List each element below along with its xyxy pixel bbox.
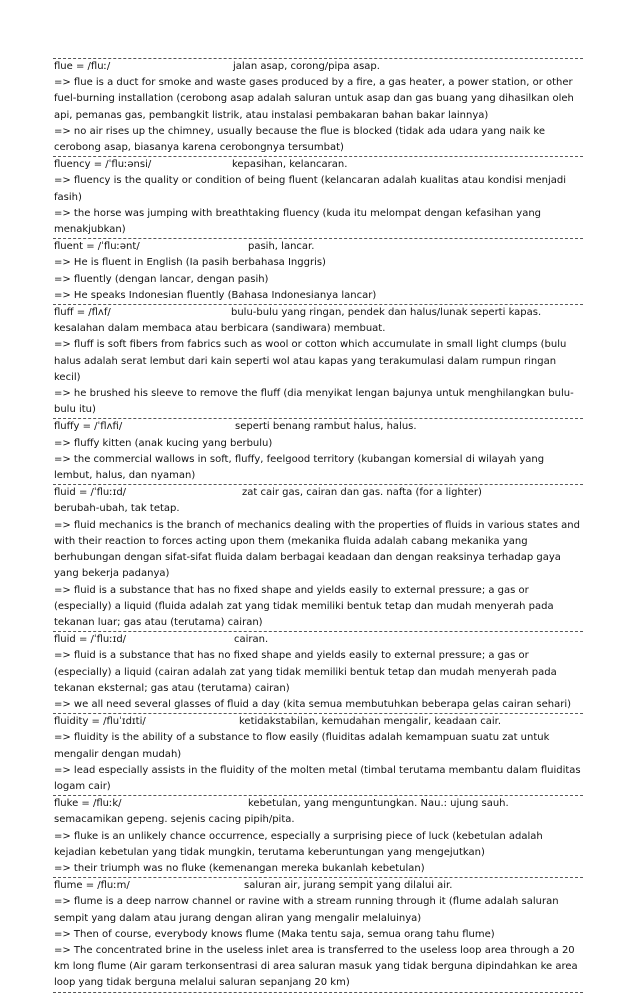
dictionary-entry (53, 795, 583, 877)
example-sentence: => Then of course, everybody knows flume (Maka tentu saja, semua orang tahu flume) (54, 928, 495, 940)
definition: ketidakstabilan, kemudahan mengalir, keadaan cair. (239, 716, 502, 728)
example-sentence: => fluke is an unlikely chance occurrence, especially a surprising piece of luck (kebetulan adalah kejadian kebetulan yang tidak mungkin, terutama keberuntungan yang mengejutkan) (54, 830, 543, 858)
example-sentence: => we all need several glasses of fluid a day (kita semua membutuhkan beberapa gelas cairan sehari) (54, 698, 572, 710)
example-sentence: => fluidity is the ability of a substance to flow easily (fluiditas adalah kemampuan suatu zat untuk mengalir dengan mudah) (54, 732, 550, 760)
example-sentence: => He is fluent in English (Ia pasih berbahasa Inggris) (54, 257, 326, 269)
entry-header (54, 714, 582, 730)
headword: fluid = /ˈfluːɪd/ (54, 487, 127, 499)
example-sentence: => fluid is a substance that has no fixed shape and yields easily to external pressure; a gas or (especially) a liquid (cairan adalah zat yang tidak memiliki bentuk tetap dan mudah menyerah pada tekanan eksternal; gas atau (terutama) cairan) (54, 650, 557, 694)
example-sentence: => their triumph was no fluke (kemenangan mereka bukanlah kebetulan) (54, 862, 425, 874)
example-sentence: => no air rises up the chimney, usually because the flue is blocked (tidak ada udara yang naik ke cerobong asap, biasanya karena cerobongnya tersumbat) (54, 125, 546, 154)
dictionary-entry (53, 238, 583, 304)
example-sentence: => The concentrated brine in the useless inlet area is transferred to the useless loop area through a 20 km long flume (Air garam terkonsentrasi di area saluran masuk yang tidak berguna dipindahkan ke area loop yang tidak berguna melalui saluran sepanjang 20 km) (54, 944, 578, 989)
example-sentence: => fluff is soft fibers from fabrics such as wool or cotton which accumulate in small light clumps (bulu halus adalah serat lembut dari kain seperti wol atau kapas yang terakumulasi dalam rumpun ringan kecil) (54, 339, 567, 383)
headword: fluidity = /fluˈɪdɪti/ (54, 716, 146, 728)
example-sentence: => He speaks Indonesian fluently (Bahasa Indonesianya lancar) (54, 289, 377, 301)
example-sentence: => the horse was jumping with breathtaking fluency (kuda itu melompat dengan kefasihan yang menakjubkan) (54, 207, 542, 236)
dictionary-entry (53, 418, 583, 484)
headword: fluffy = /ˈflʌfi/ (54, 421, 123, 433)
example-sentence: => he brushed his sleeve to remove the fluff (dia menyikat lengan bajunya untuk menghilangkan bulu-bulu itu) (54, 388, 574, 416)
example-sentence: => the commercial wallows in soft, fluffy, feelgood territory (kubangan komersial di wilayah yang lembut, halus, dan nyaman) (54, 453, 545, 482)
extra-definition: semacamikan gepeng. sejenis cacing pipih/pita. (54, 814, 295, 826)
entry-header (54, 419, 582, 435)
headword: fluency = /ˈfluːənsi/ (54, 159, 152, 171)
headword: flue = /fluː/ (54, 61, 111, 72)
definition: zat cair gas, cairan dan gas. nafta (for a lighter) (242, 487, 482, 499)
dictionary-entry (53, 156, 583, 238)
dictionary-entry (53, 484, 583, 631)
definition: cairan. (234, 634, 269, 646)
entry-header (54, 157, 582, 173)
definition: bulu-bulu yang ringan, pendek dan halus/lunak seperti kapas. (231, 307, 542, 319)
example-sentence: => fluffy kitten (anak kucing yang berbulu) (54, 437, 273, 449)
headword: flume = /fluːm/ (54, 880, 130, 892)
extra-definition: kesalahan dalam membaca atau berbicara (sandiwara) membuat. (54, 323, 386, 335)
example-sentence: => flume is a deep narrow channel or ravine with a stream running through it (flume adalah saluran sempit yang dalam atau jurang dengan aliran yang mengalir melaluinya) (54, 896, 559, 924)
definition: kebetulan, yang menguntungkan. Nau.: ujung sauh. (248, 798, 509, 810)
example-sentence: => lead especially assists in the fluidity of the molten metal (timbal terutama membantu dalam fluiditas logam cair) (54, 764, 581, 792)
dictionary-entry (53, 631, 583, 713)
definition: pasih, lancar. (248, 241, 315, 253)
entry-header (54, 239, 582, 255)
example-sentence: => fluently (dengan lancar, dengan pasih) (54, 273, 269, 285)
dictionary-entry (53, 713, 583, 795)
dictionary-document (53, 58, 583, 993)
definition: saluran air, jurang sempit yang dilalui air. (244, 880, 453, 892)
dictionary-entry (53, 58, 583, 156)
example-sentence: => fluid is a substance that has no fixed shape and yields easily to external pressure; a gas or (especially) a liquid (fluida adalah zat yang tidak memiliki bentuk tetap dan mudah menyerah pada tekanan luar; gas atau (terutama) cairan) (54, 584, 554, 628)
entry-header (54, 485, 582, 501)
dictionary-entry (53, 304, 583, 418)
entry-header (54, 878, 582, 894)
entry-header (54, 796, 582, 812)
definition: kepasihan, kelancaran. (232, 159, 348, 171)
headword: fluid = /ˈfluːɪd/ (54, 634, 127, 646)
dictionary-entry (53, 877, 583, 992)
entry-header (54, 632, 582, 648)
headword: fluff = /flʌf/ (54, 307, 111, 319)
example-sentence: => flue is a duct for smoke and waste gases produced by a fire, a gas heater, a power station, or other fuel-burning installation (cerobong asap adalah saluran untuk asap dan gas buang yang dihasilkan oleh api, pemanas gas, pembangkit listrik, atau instalasi pembakaran bahan bakar lainnya) (54, 77, 574, 121)
headword: fluent = /ˈfluːənt/ (54, 241, 140, 253)
definition: seperti benang rambut halus, halus. (235, 421, 417, 433)
example-sentence: => fluency is the quality or condition of being fluent (kelancaran adalah kualitas atau kondisi menjadi fasih) (54, 175, 567, 203)
definition: jalan asap, corong/pipa asap. (233, 61, 380, 72)
headword: fluke = /fluːk/ (54, 798, 122, 810)
entry-header (54, 305, 582, 321)
example-sentence: => fluid mechanics is the branch of mechanics dealing with the properties of fluids in various states and with their reaction to forces acting upon them (mekanika fluida adalah cabang mekanika yang berhubungan dengan sifat-sifat fluida dalam berbagai keadaan dan dengan reaksinya terhadap gaya yang bekerja padanya) (54, 519, 580, 580)
entry-header (54, 59, 582, 75)
extra-definition: berubah-ubah, tak tetap. (54, 503, 180, 515)
